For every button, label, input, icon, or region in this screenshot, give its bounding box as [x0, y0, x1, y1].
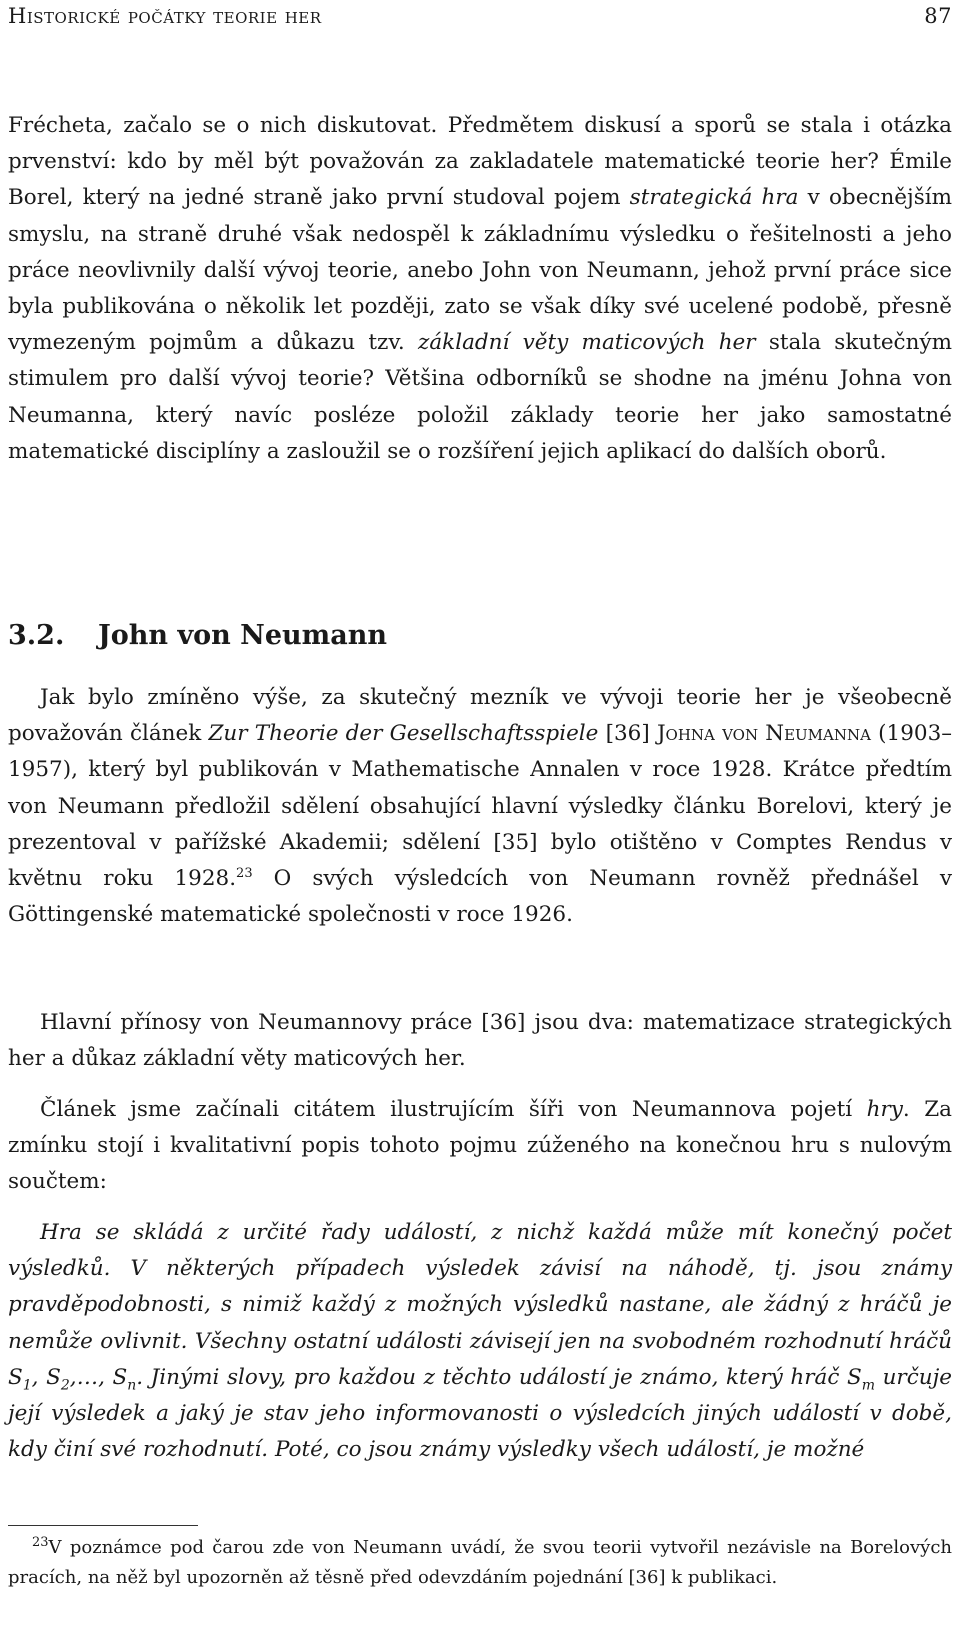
section-heading — [8, 620, 387, 651]
footnote-reference[interactable]: 23 — [236, 865, 253, 881]
subscript-1: 1 — [22, 1377, 32, 1394]
paragraph-3 — [8, 1005, 952, 1077]
running-header — [8, 4, 952, 40]
article-title: Zur Theorie der Gesellschaftsspiele — [208, 721, 599, 747]
paragraph-1-text-a: Frécheta, začalo se o nich diskutovat. Předmětem diskusí a sporů se stala i otázka prvenství: kdo by měl být považován za zakladatele matematické teorie her? Émile Borel, který na jedné straně jako první studoval pojem — [8, 113, 952, 211]
paragraph-1-text-b: v obecnějším smyslu, na straně druhé však nedospěl k základnímu výsledku o řešitelnosti a jeho práce neovlivnily další vývoj teorie, anebo John von Neumann, jehož první práce sice byla publikována o několik let později, zato se však díky své ucelené podobě, přesně vymezeným pojmům a důkazu tzv. — [8, 185, 952, 356]
paragraph-3-text: Hlavní přínosy von Neumannovy práce [36] jsou dva: matematizace strategických her a důkaz základní věty maticových her. — [8, 1010, 952, 1072]
subscript-m: m — [861, 1377, 875, 1394]
player-symbol: S — [8, 1364, 23, 1390]
player-separator-2: ,…, S — [69, 1364, 128, 1390]
paragraph-2 — [8, 680, 952, 933]
quotation — [8, 1215, 952, 1468]
footnote-mark: 23 — [32, 1535, 49, 1550]
paragraph-4-text-b: . Za zmínku stojí i kvalitativní popis tohoto pojmu zúženého na konečnou hru s nulovým součtem: — [8, 1097, 952, 1195]
term-strategic-game: strategická hra — [629, 185, 799, 211]
footnote-divider — [8, 1525, 198, 1526]
footnote — [8, 1533, 952, 1593]
term-fundamental-theorem: základní věty maticových her — [418, 330, 756, 356]
player-separator-1: , S — [31, 1364, 61, 1390]
subscript-n: n — [127, 1377, 137, 1394]
subscript-2: 2 — [60, 1377, 70, 1394]
section-number: 3.2. — [8, 620, 65, 651]
document-page — [8, 0, 952, 1645]
page-number: 87 — [924, 4, 952, 28]
section-title: John von Neumann — [98, 620, 387, 651]
paragraph-1 — [8, 108, 952, 470]
paragraph-4 — [8, 1092, 952, 1201]
paragraph-2-text-c: (1903–1957), který byl publikován v Mathematische Annalen v roce 1928. Krátce předtím von Neumann předložil sdělení obsahující hlavní výsledky článku Borelovi, který je prezentoval v pařížské Akademii; sdělení [35] bylo otištěno v Comptes Rendus v květnu roku 1928. — [8, 721, 952, 892]
paragraph-2-text-d: O svých výsledcích von Neumann rovněž přednášel v Göttingenské matematické společnosti v roce 1926. — [8, 866, 953, 928]
quote-text-a: Hra se skládá z určité řady událostí, z nichž každá může mít konečný počet výsledků. V některých případech výsledek závisí na náhodě, tj. jsou známy pravděpodobnosti, s nimiž každý z možných výsledků nastane, ale žádný z hráčů je nemůže ovlivnit. Všechny ostatní události závisejí jen na svobodném rozhodnutí hráčů — [8, 1220, 952, 1354]
quote-text-b: . Jinými slovy, pro každou z těchto událostí je známo, který hráč S — [136, 1364, 862, 1390]
paragraph-1-text-c: stala skutečným stimulem pro další vývoj teorie? Většina odborníků se shodne na jménu Johna von Neumanna, který navíc posléze položil základy teorie her jako samostatné matematické disciplíny a zasloužil se o rozšíření jejich aplikací do dalších oborů. — [8, 330, 952, 464]
chapter-title: Historické počátky teorie her — [8, 4, 322, 28]
paragraph-2-text-a: Jak bylo zmíněno výše, za skutečný mezník ve vývoji teorie her je všeobecně považován článek — [8, 685, 952, 747]
paragraph-4-text-a: Článek jsme začínali citátem ilustrujícím šíři von Neumannova pojetí — [40, 1097, 867, 1122]
quote-text-c: určuje její výsledek a jaký je stav jeho informovanosti o výsledcích jiných událostí v době, kdy činí své rozhodnutí. Poté, co jsou známy výsledky všech událostí, je možné — [8, 1364, 952, 1463]
paragraph-2-text-b: [36] — [598, 721, 657, 747]
term-game: hry — [866, 1097, 903, 1122]
author-name: Johna von Neumanna — [656, 721, 871, 747]
footnote-text: V poznámce pod čarou zde von Neumann uvádí, že svou teorii vytvořil nezávisle na Borelových pracích, na něž byl upozorněn až těsně před odevzdáním pojednání [36] k publikaci. — [8, 1537, 952, 1588]
